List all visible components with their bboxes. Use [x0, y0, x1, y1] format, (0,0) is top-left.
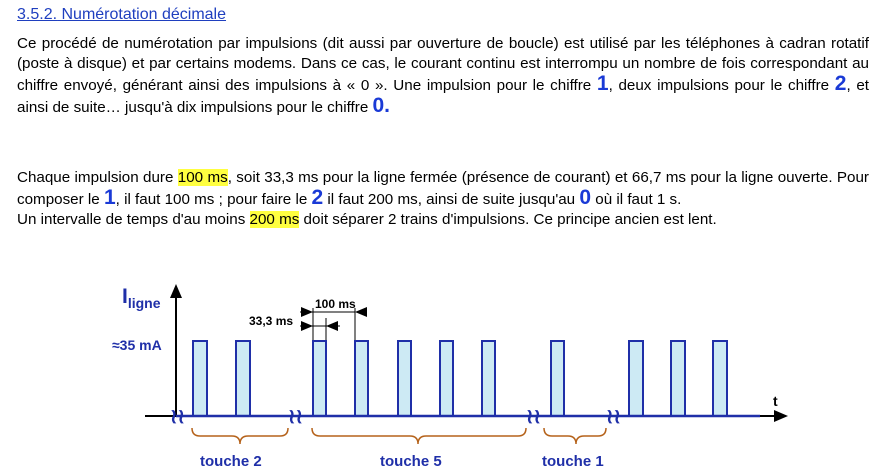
digit-two: 2: [311, 186, 324, 209]
pulse: [440, 341, 453, 416]
timing-text-c: , il faut 100 ms ; pour faire le: [115, 191, 312, 208]
dim-arrow-icon: [301, 321, 313, 331]
pulse: [551, 341, 564, 416]
axis-break-icon: ≀≀: [288, 406, 303, 428]
intro-text-b: , deux impulsions pour le chiffre: [608, 77, 835, 94]
intro-text-a: Ce procédé de numérotation par impulsions (dit aussi par ouverture de boucle) est utilisé par les téléphones à cadran rotatif (poste à disque) et par certains modems. Dans ce cas, le courant continu est interrompu un nombre de fois correspondant au chiffre envoyé, générant ainsi des impulsions à « 0 ». Une impulsion pour le chiffre: [17, 35, 869, 94]
y-level-label: ≈35 mA: [112, 337, 162, 353]
section-heading: [17, 6, 226, 24]
highlight-100ms: 100 ms: [177, 169, 228, 186]
pulse: [629, 341, 643, 416]
intro-text-c: , et ainsi de suite… jusqu'à dix impulsions pour le chiffre: [17, 77, 869, 116]
highlight-200ms: 200 ms: [249, 211, 300, 228]
pulse: [398, 341, 411, 416]
timing-text-a: Chaque impulsion dure: [17, 169, 178, 186]
paragraph-timing: [17, 168, 869, 230]
interval-text-b: doit séparer 2 trains d'impulsions. Ce principe ancien est lent.: [299, 211, 717, 228]
interval-text-a: Un intervalle de temps d'au moins: [17, 211, 250, 228]
digit-two: 2: [834, 72, 847, 95]
digit-one: 1: [596, 72, 609, 95]
x-axis-arrow-icon: [774, 410, 788, 422]
digit-zero: 0.: [372, 94, 391, 117]
axis-break-icon: ≀≀: [170, 406, 185, 428]
brace-touche-2: [192, 428, 288, 444]
pulse: [713, 341, 727, 416]
dimension-marks: [300, 307, 367, 340]
dim-arrow-icon: [326, 321, 338, 331]
y-axis-arrow-icon: [170, 284, 182, 298]
timing-text-d: il faut 200 ms, ainsi de suite jusqu'au: [323, 191, 580, 208]
pulse: [236, 341, 250, 416]
digit-one: 1: [103, 186, 116, 209]
group-label-touche-2: touche 2: [200, 453, 262, 470]
x-axis-label: t: [773, 393, 778, 409]
axis-break-icon: ≀≀: [526, 406, 541, 428]
axis-break-icon: ≀≀: [606, 406, 621, 428]
brace-touche-5: [312, 428, 526, 444]
pulse: [313, 341, 326, 416]
section-title: Numérotation décimale: [61, 6, 227, 23]
brace-touche-1: [544, 428, 606, 444]
group-label-touche-5: touche 5: [380, 453, 442, 470]
dim-arrow-icon: [301, 307, 313, 317]
timing-text-e: où il faut 1 s.: [591, 191, 682, 208]
pulse-diagram: [0, 278, 887, 474]
digit-zero: 0: [579, 186, 592, 209]
paragraph-intro: [17, 34, 869, 118]
pulse: [355, 341, 368, 416]
y-axis-label: $I_{ligne}$: [122, 285, 161, 311]
section-number: 3.5.2.: [17, 6, 58, 23]
timing-text-b: , soit 33,3 ms pour la ligne fermée (présence de courant) et 66,7 ms pour la ligne ouverte. Pour composer le: [17, 169, 869, 208]
pulse: [482, 341, 495, 416]
dim-arrow-icon: [355, 307, 367, 317]
pulse: [193, 341, 207, 416]
group-label-touche-1: touche 1: [542, 453, 604, 470]
dim-pulse-label: 33,3 ms: [249, 314, 294, 328]
pulse: [671, 341, 685, 416]
pulse-trains: [193, 341, 727, 416]
dim-period-label: 100 ms: [315, 297, 356, 311]
